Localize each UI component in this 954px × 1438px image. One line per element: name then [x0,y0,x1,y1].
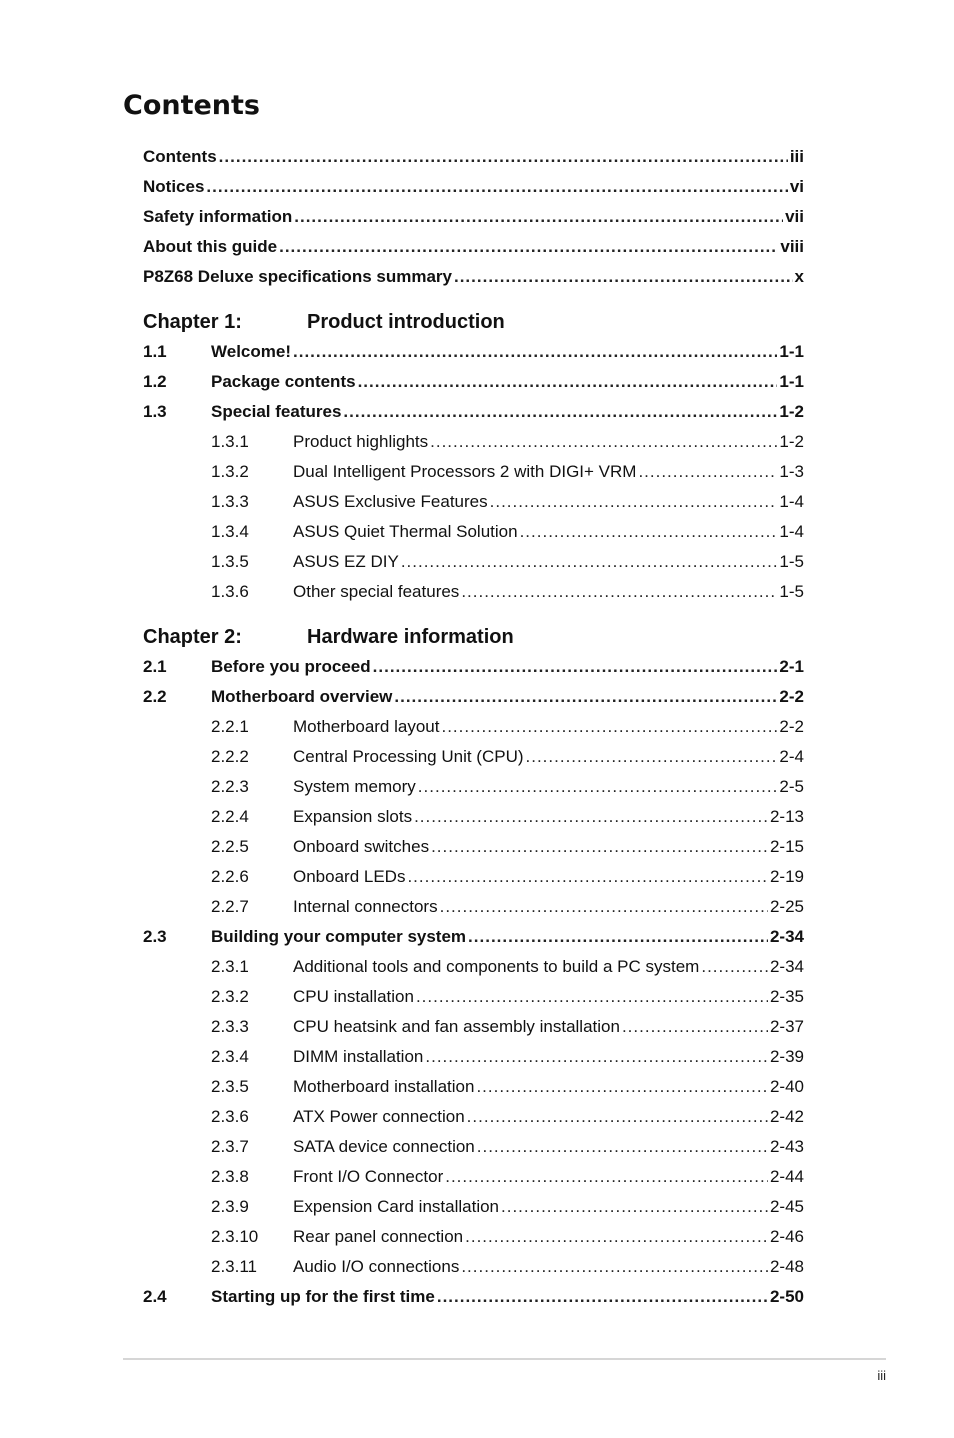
page-ref: 2-34 [769,957,804,976]
entry-title: Welcome! [211,342,291,361]
dot-leader [701,957,768,977]
dot-leader [431,837,768,857]
dot-leader [441,717,777,737]
dot-leader [445,1167,768,1187]
toc-entry[interactable] [143,232,804,262]
entry-title: About this guide [143,237,278,256]
section-number: 2.3.7 [211,1137,249,1156]
page-ref: 2-2 [779,717,804,736]
section-number: 2.3.3 [211,1017,249,1036]
entry-title: DIMM installation [293,1047,424,1066]
page-ref: 1-5 [779,582,804,601]
section-number: 2.4 [143,1287,167,1306]
entry-title: Dual Intelligent Processors 2 with DIGI+ VRM [293,462,637,481]
toc-entry[interactable] [143,172,804,202]
toc-entry[interactable] [143,892,804,922]
toc-entry[interactable] [143,832,804,862]
dot-leader [293,342,777,362]
page-ref: 2-46 [769,1227,804,1246]
section-number: 2.3.4 [211,1047,249,1066]
entry-title: ASUS Exclusive Features [293,492,488,511]
toc-entry[interactable] [143,862,804,892]
entry-title: Onboard switches [293,837,430,856]
dot-leader [294,207,783,227]
section-number: 2.2 [143,687,167,706]
section-number: 2.3.1 [211,957,249,976]
toc-entry[interactable] [143,1222,804,1252]
section-number: 1.3.6 [211,582,249,601]
page-ref: 2-1 [779,657,804,676]
page-ref: 1-4 [779,522,804,541]
dot-leader [440,897,768,917]
dot-leader [394,687,777,707]
page-ref: 2-45 [769,1197,804,1216]
dot-leader [414,807,768,827]
section-number: 2.2.2 [211,747,249,766]
entry-title: Onboard LEDs [293,867,406,886]
toc-entry[interactable] [143,262,804,292]
dot-leader [476,1077,768,1097]
section-number: 2.3.10 [211,1227,259,1246]
chapter-heading [143,622,514,652]
page-title: Contents [123,90,261,121]
dot-leader [477,1137,768,1157]
toc-entry[interactable] [143,397,804,427]
dot-leader [622,1017,768,1037]
toc-entry[interactable] [143,712,804,742]
page-ref: 1-1 [779,372,804,391]
entry-title: Other special features [293,582,460,601]
toc-entry[interactable] [143,1252,804,1282]
page-ref: iii [789,147,804,166]
entry-title: Package contents [211,372,356,391]
section-number: 2.3 [143,927,167,946]
toc-entry[interactable] [143,1072,804,1102]
page-ref: 2-48 [769,1257,804,1276]
dot-leader [638,462,777,482]
dot-leader [468,927,768,947]
section-number: 1.3.4 [211,522,249,541]
entry-title: Motherboard installation [293,1077,475,1096]
dot-leader [407,867,768,887]
page-ref: 2-43 [769,1137,804,1156]
toc-entry[interactable] [143,742,804,772]
toc-entry[interactable] [143,547,804,577]
entry-title: P8Z68 Deluxe specifications summary [143,267,452,286]
dot-leader [501,1197,768,1217]
entry-title: Safety information [143,207,293,226]
page-ref: 1-2 [779,432,804,451]
page-ref: 1-2 [779,402,804,421]
dot-leader [454,267,793,287]
dot-leader [425,1047,768,1067]
section-number: 2.2.1 [211,717,249,736]
page-ref: 2-39 [769,1047,804,1066]
page-ref: viii [780,237,804,256]
toc-entry[interactable] [143,802,804,832]
entry-title: Motherboard layout [293,717,440,736]
section-number: 2.3.6 [211,1107,249,1126]
dot-leader [418,777,778,797]
entry-title: Central Processing Unit (CPU) [293,747,524,766]
page-ref: 2-2 [779,687,804,706]
chapter-label: Chapter 1: [143,310,242,333]
page-ref: vii [785,207,804,226]
dot-leader [461,582,777,602]
dot-leader [416,987,768,1007]
toc-entry[interactable] [143,517,804,547]
section-number: 1.3.3 [211,492,249,511]
section-number: 1.1 [143,342,167,361]
entry-title: Rear panel connection [293,1227,464,1246]
section-number: 2.2.7 [211,897,249,916]
page-ref: 1-3 [779,462,804,481]
page-ref: 2-15 [769,837,804,856]
entry-title: Expansion slots [293,807,413,826]
section-number: 1.2 [143,372,167,391]
entry-title: System memory [293,777,416,796]
entry-title: Motherboard overview [211,687,393,706]
entry-title: Special features [211,402,342,421]
section-number: 1.3.5 [211,552,249,571]
toc-entry[interactable] [143,1102,804,1132]
page-number: iii [877,1368,886,1383]
entry-title: Building your computer system [211,927,467,946]
toc-entry[interactable] [143,1282,804,1312]
toc-entry[interactable] [143,1162,804,1192]
dot-leader [520,522,778,542]
entry-title: Internal connectors [293,897,438,916]
entry-title: CPU heatsink and fan assembly installation [293,1017,620,1036]
page-ref: 2-42 [769,1107,804,1126]
toc-entry[interactable] [143,427,804,457]
toc-entry[interactable] [143,142,804,172]
toc-entry[interactable] [143,202,804,232]
entry-title: Expension Card installation [293,1197,500,1216]
page-ref: 2-34 [769,927,804,946]
toc-entry[interactable] [143,652,804,682]
entry-title: Front I/O Connector [293,1167,444,1186]
section-number: 2.2.4 [211,807,249,826]
dot-leader [461,1257,768,1277]
toc-entry[interactable] [143,772,804,802]
dot-leader [279,237,778,257]
entry-title: Product highlights [293,432,429,451]
page-ref: 2-37 [769,1017,804,1036]
entry-title: Notices [143,177,205,196]
section-number: 1.3 [143,402,167,421]
dot-leader [437,1287,768,1307]
toc-entry[interactable] [143,1012,804,1042]
dot-leader [219,147,788,167]
entry-title: CPU installation [293,987,414,1006]
toc-entry[interactable] [143,682,804,712]
page-ref: 2-44 [769,1167,804,1186]
entry-title: ATX Power connection [293,1107,465,1126]
section-number: 2.3.9 [211,1197,249,1216]
toc-entry[interactable] [143,367,804,397]
page-ref: 2-25 [769,897,804,916]
entry-title: Contents [143,147,217,166]
toc-entry[interactable] [143,1132,804,1162]
toc-entry[interactable] [143,487,804,517]
toc-entry[interactable] [143,1042,804,1072]
section-number: 2.2.6 [211,867,249,886]
dot-leader [490,492,778,512]
dot-leader [358,372,778,392]
page-ref: 2-35 [769,987,804,1006]
page-ref: 1-1 [779,342,804,361]
page-ref: 2-13 [769,807,804,826]
dot-leader [401,552,778,572]
toc-entry[interactable] [143,922,804,952]
footer-rule [123,1358,886,1360]
section-number: 2.3.8 [211,1167,249,1186]
chapter-name: Hardware information [307,625,514,648]
toc-entry[interactable] [143,457,804,487]
chapter-label: Chapter 2: [143,625,242,648]
section-number: 2.3.11 [211,1257,258,1276]
section-number: 2.3.5 [211,1077,249,1096]
page-ref: vi [789,177,804,196]
page-ref: 1-5 [779,552,804,571]
toc-entry[interactable] [143,337,804,367]
entry-title: ASUS Quiet Thermal Solution [293,522,518,541]
entry-title: ASUS EZ DIY [293,552,399,571]
dot-leader [526,747,778,767]
dot-leader [430,432,777,452]
page-ref: x [794,267,804,286]
section-number: 1.3.2 [211,462,249,481]
entry-title: Additional tools and components to build a PC system [293,957,700,976]
dot-leader [343,402,777,422]
table-of-contents [143,0,804,1438]
dot-leader [465,1227,768,1247]
chapter-heading [143,307,505,337]
section-number: 2.1 [143,657,167,676]
page-ref: 2-50 [769,1287,804,1306]
entry-title: Audio I/O connections [293,1257,460,1276]
toc-entry[interactable] [143,1192,804,1222]
section-number: 2.3.2 [211,987,249,1006]
page-ref: 1-4 [779,492,804,511]
page-ref: 2-5 [779,777,804,796]
dot-leader [206,177,787,197]
toc-entry[interactable] [143,952,804,982]
dot-leader [373,657,778,677]
dot-leader [467,1107,768,1127]
section-number: 2.2.5 [211,837,249,856]
entry-title: Starting up for the first time [211,1287,435,1306]
section-number: 1.3.1 [211,432,249,451]
entry-title: SATA device connection [293,1137,475,1156]
section-number: 2.2.3 [211,777,249,796]
toc-entry[interactable] [143,577,804,607]
page-ref: 2-40 [769,1077,804,1096]
chapter-name: Product introduction [307,310,505,333]
page-ref: 2-4 [779,747,804,766]
toc-entry[interactable] [143,982,804,1012]
entry-title: Before you proceed [211,657,371,676]
page-ref: 2-19 [769,867,804,886]
